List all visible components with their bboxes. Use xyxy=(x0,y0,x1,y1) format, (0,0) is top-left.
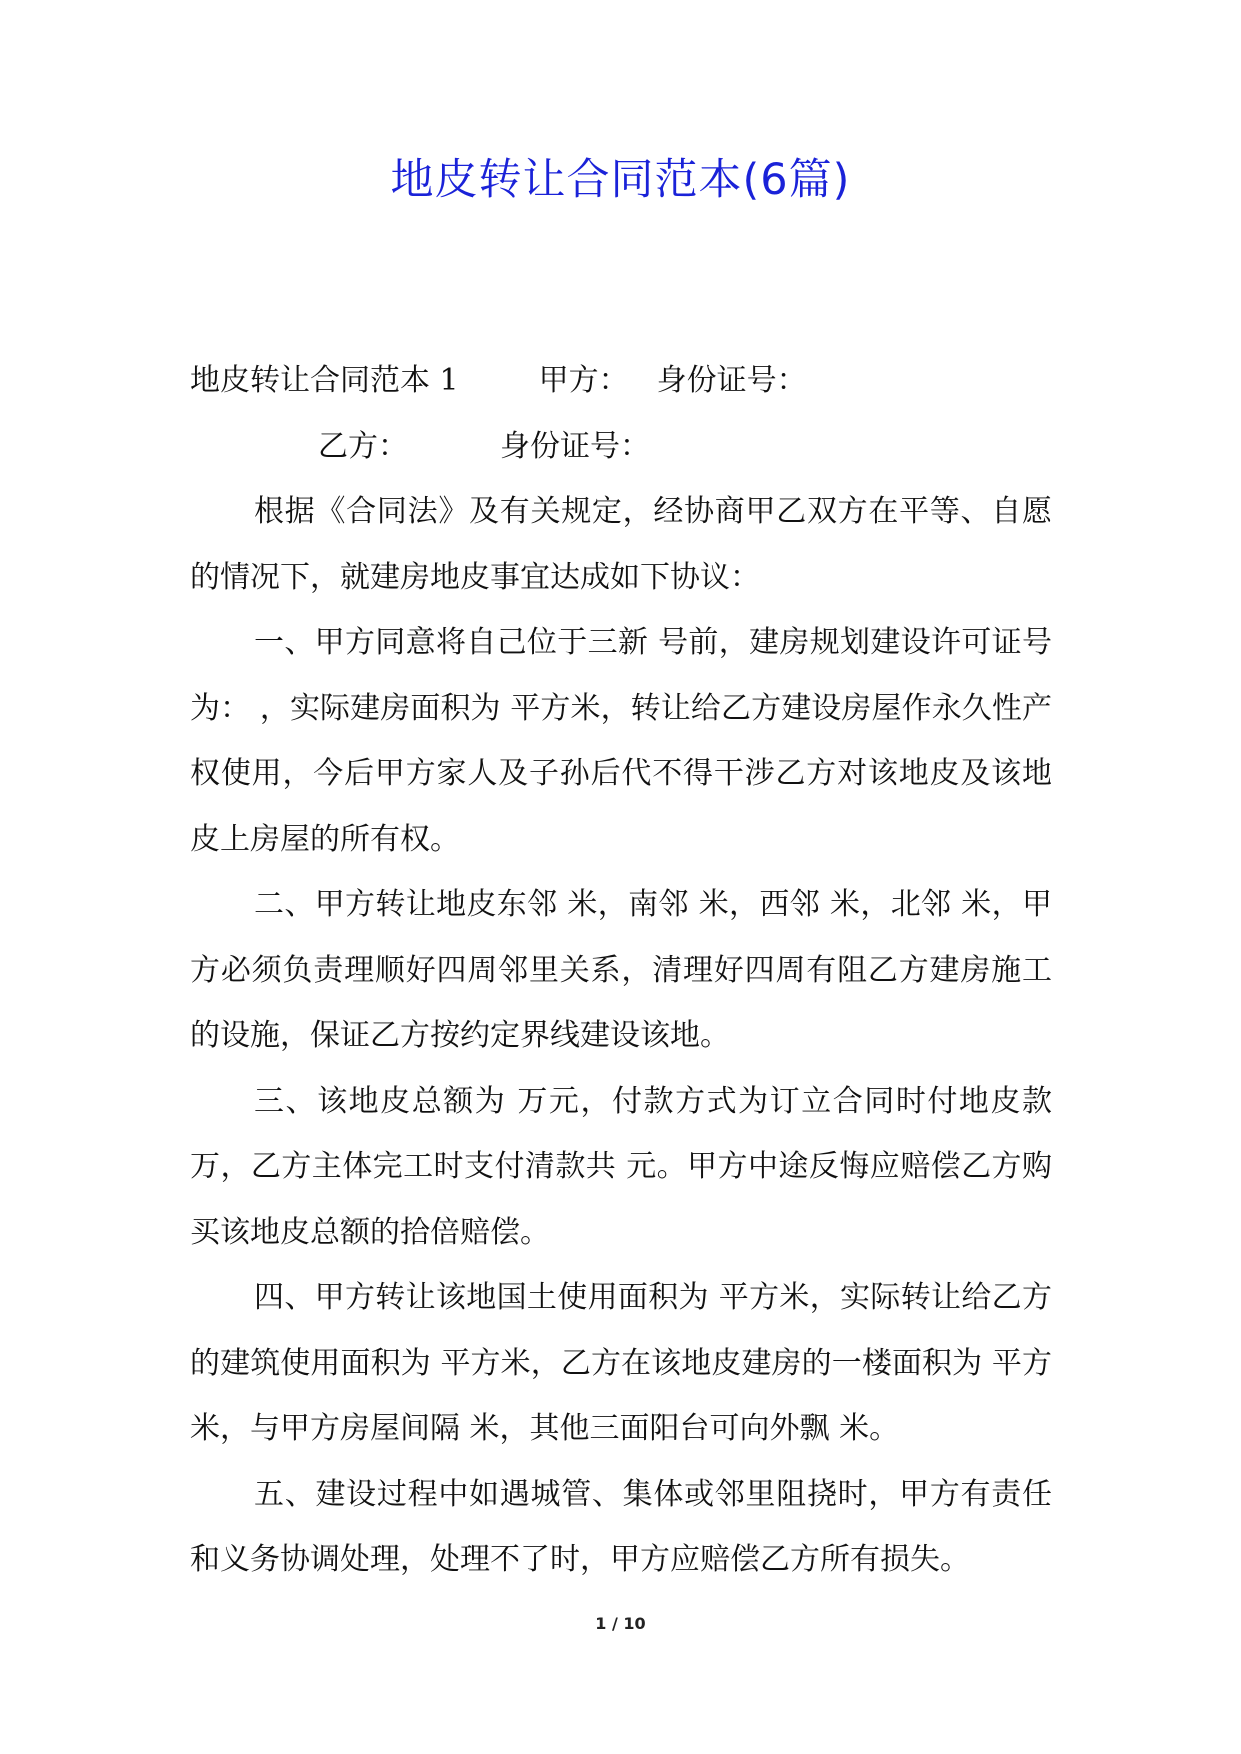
contract-heading: 地皮转让合同范本 1 xyxy=(190,363,459,398)
page-number: 1 / 10 xyxy=(595,1614,646,1633)
paragraph-preamble: 根据《合同法》及有关规定，经协商甲乙双方在平等、自愿的情况下，就建房地皮事宜达成如下协议： xyxy=(190,494,1052,595)
paragraph-clause-5: 五、建设过程中如遇城管、集体或邻里阻挠时，甲方有责任和义务协调处理，处理不了时，甲方应赔偿乙方所有损失。 xyxy=(190,1476,1052,1577)
paragraph-clause-1: 一、甲方同意将自己位于三新 号前，建房规划建设许可证号为： ，实际建房面积为 平方米，转让给乙方建设房屋作永久性产权使用，今后甲方家人及子孙后代不得干涉乙方对该地皮及该地皮上房屋的所有权。 xyxy=(190,625,1052,857)
party-a-id-label: 身份证号： xyxy=(656,363,807,398)
document-title: 地皮转让合同范本(6篇) xyxy=(390,155,851,205)
document-body xyxy=(190,348,1052,1593)
contract-heading-line xyxy=(190,348,1052,414)
party-b-id-label: 身份证号： xyxy=(500,428,650,464)
party-a-label: 甲方： xyxy=(538,363,629,398)
paragraph-clause-2: 二、甲方转让地皮东邻 米，南邻 米，西邻 米，北邻 米，甲方必须负责理顺好四周邻里关系，清理好四周有阻乙方建房施工的设施，保证乙方按约定界线建设该地。 xyxy=(190,887,1052,1053)
party-b-line xyxy=(190,414,1052,480)
paragraph-clause-3: 三、该地皮总额为 万元，付款方式为订立合同时付地皮款 万，乙方主体完工时支付清款共 元。甲方中途反悔应赔偿乙方购买该地皮总额的拾倍赔偿。 xyxy=(190,1083,1052,1250)
paragraph-clause-4: 四、甲方转让该地国土使用面积为 平方米，实际转让给乙方的建筑使用面积为 平方米，乙方在该地皮建房的一楼面积为 平方米，与甲方房屋间隔 米，其他三面阳台可向外飘 米。 xyxy=(190,1280,1052,1446)
party-b-label: 乙方： xyxy=(318,428,408,464)
